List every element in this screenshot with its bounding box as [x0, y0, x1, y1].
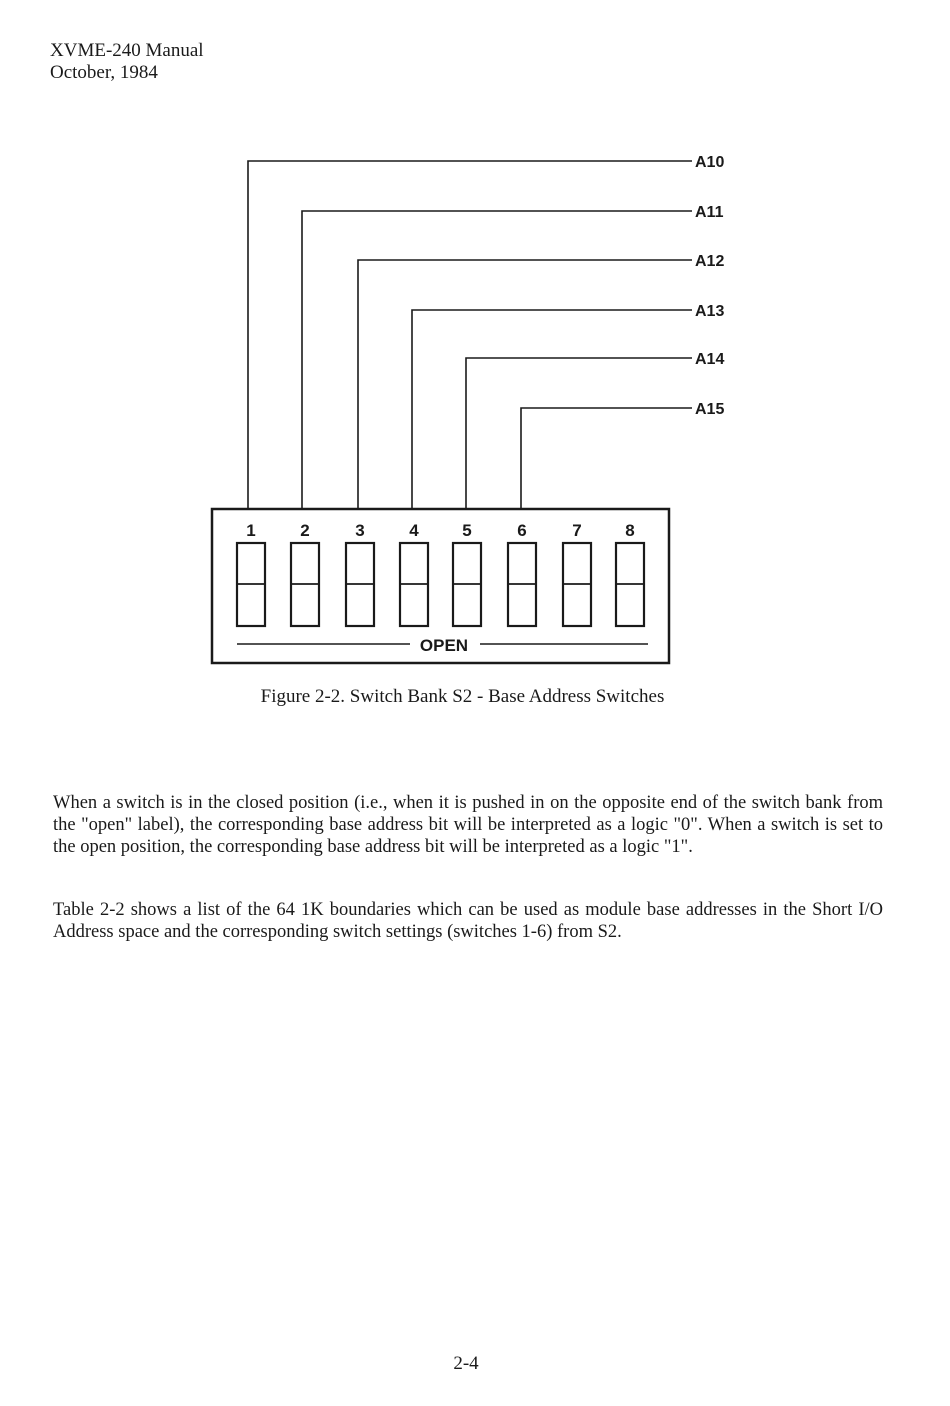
manual-date: October, 1984	[50, 62, 158, 83]
switch-number-6: 6	[517, 521, 527, 540]
lead-line-a14	[466, 358, 692, 509]
switch-number-3: 3	[355, 521, 365, 540]
switch-number-1: 1	[246, 521, 256, 540]
figure-caption: Figure 2-2. Switch Bank S2 - Base Address Switches	[260, 686, 665, 707]
open-label: OPEN	[419, 636, 469, 655]
address-label-a12: A12	[695, 253, 725, 270]
switch-number-5: 5	[462, 521, 472, 540]
address-label-a13: A13	[695, 303, 725, 320]
address-label-a11: A11	[695, 204, 724, 221]
paragraph-switch-logic: When a switch is in the closed position (i.e., when it is pushed in on the opposite end of the switch bank from the "open" label), the corresponding base address bit will be interpreted as a logic "0". When a switch is set to the open position, the corresponding base address bit will be interpreted as a logic "1".	[53, 792, 883, 857]
lead-line-a12	[358, 260, 692, 509]
lead-line-a11	[302, 211, 692, 509]
address-label-a14: A14	[695, 351, 725, 368]
paragraph-table-reference: Table 2-2 shows a list of the 64 1K boundaries which can be used as module base addresses in the Short I/O Address space and the corresponding switch settings (switches 1-6) from S2.	[53, 899, 883, 942]
switch-bank-diagram	[0, 0, 950, 680]
switch-number-4: 4	[409, 521, 419, 540]
address-label-a10: A10	[695, 154, 725, 171]
switch-number-2: 2	[300, 521, 310, 540]
switch-number-7: 7	[572, 521, 582, 540]
lead-line-a10	[248, 161, 692, 509]
lead-line-a13	[412, 310, 692, 509]
switch-number-8: 8	[625, 521, 635, 540]
lead-line-a15	[521, 408, 692, 509]
manual-title: XVME-240 Manual	[50, 40, 204, 61]
address-label-a15: A15	[695, 401, 725, 418]
page-number: 2-4	[453, 1353, 479, 1374]
